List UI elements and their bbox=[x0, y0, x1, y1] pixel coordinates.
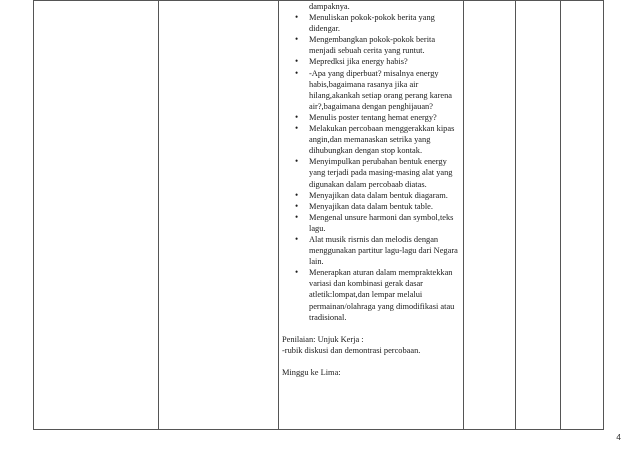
bullet-icon: • bbox=[295, 67, 299, 78]
list-item: • Mengembangkan pokok-pokok berita menjadi sebuah cerita yang runtut. bbox=[295, 34, 436, 56]
bullet-icon: • bbox=[295, 156, 299, 167]
empty-cell-col5 bbox=[516, 1, 561, 430]
bullet-icon: • bbox=[295, 12, 299, 23]
spacer bbox=[282, 356, 459, 367]
list-item: • Menyajikan data dalam bentuk diagaram. bbox=[295, 189, 448, 200]
activity-list bbox=[282, 12, 459, 323]
bullet-icon: • bbox=[295, 211, 299, 222]
bullet-icon: • bbox=[295, 200, 299, 211]
spacer bbox=[282, 323, 459, 334]
assessment-label: Penilaian: Unjuk Kerja : bbox=[282, 334, 364, 344]
empty-cell-col2 bbox=[159, 1, 279, 430]
page-number: 4 bbox=[616, 432, 621, 442]
bullet-icon: • bbox=[295, 189, 299, 200]
bullet-icon: • bbox=[295, 56, 299, 67]
empty-cell-col1 bbox=[34, 1, 159, 430]
list-item: • Alat musik risrnis dan melodis dengan menggunakan partitur lagu-lagu dari Negara lain. bbox=[295, 233, 458, 267]
empty-cell-col4 bbox=[464, 1, 516, 430]
bullet-icon: • bbox=[295, 111, 299, 122]
bullet-icon: • bbox=[295, 123, 299, 134]
list-item: • Menuliskan pokok-pokok berita yang didengar. bbox=[295, 12, 435, 34]
activities-cell bbox=[279, 1, 464, 430]
list-item: • Melakukan percobaan menggerakkan kipas angin,dan memanaskan setrika yang dihubungkan dengan stop kontak. bbox=[295, 123, 455, 156]
list-item: • Mengenal unsure harmoni dan symbol,teks lagu. bbox=[295, 211, 454, 233]
lesson-plan-table bbox=[33, 0, 604, 430]
assessment-detail: -rubik diskusi dan demontrasi percobaan. bbox=[282, 345, 421, 355]
list-item: • Menerapkan aturan dalam mempraktekkan variasi dan kombinasi gerak dasar atletik:lompat,dan lempar melalui permainan/olahraga yang dimodifikasi atau tradisional. bbox=[295, 267, 455, 322]
list-item: • Menyajikan data dalam bentuk table. bbox=[295, 200, 433, 211]
continuation-text: dampaknya. bbox=[309, 2, 350, 11]
list-item: • Menulis poster tentang hemat energy? bbox=[295, 111, 437, 122]
empty-cell-col6 bbox=[561, 1, 604, 430]
bullet-icon: • bbox=[295, 34, 299, 45]
list-item: • Menyimpulkan perubahan bentuk energy yang terjadi pada masing-masing alat yang digunakan dalam percobaab diatas. bbox=[295, 156, 453, 189]
week-label: Minggu ke Lima: bbox=[282, 368, 341, 378]
table-row bbox=[34, 1, 604, 430]
list-item: • Mepredksi jika energy habis? bbox=[295, 56, 408, 67]
bullet-icon: • bbox=[295, 267, 299, 278]
list-item: • -Apa yang diperbuat? misalnya energy habis,bagaimana rasanya jika air hilang,akankah setiap orang perang karena air?,bagaimana dengan penghijauan? bbox=[295, 67, 453, 111]
bullet-icon: • bbox=[295, 233, 299, 244]
